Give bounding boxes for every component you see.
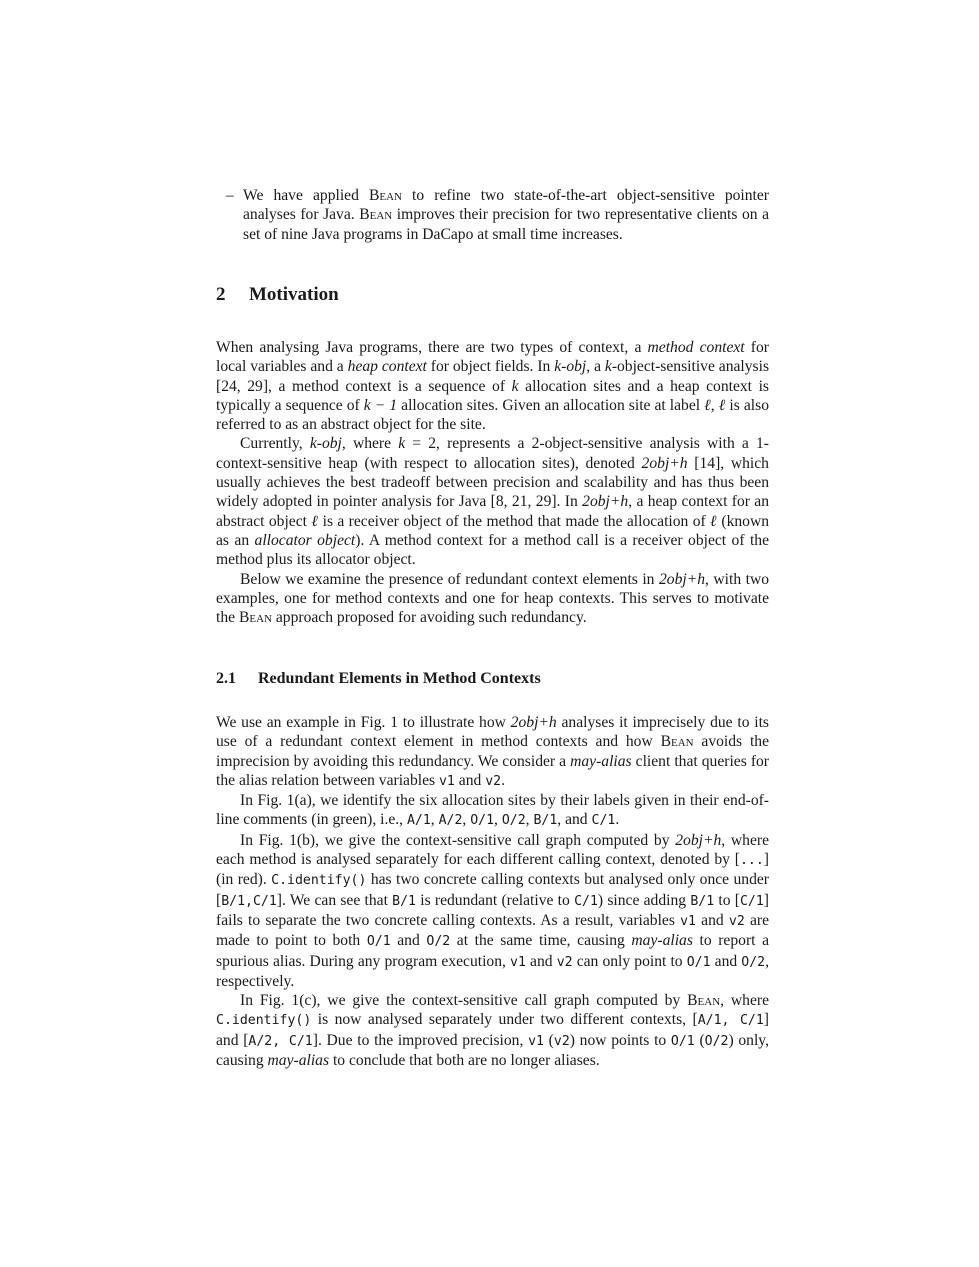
subsection-title: Redundant Elements in Method Contexts <box>258 670 541 687</box>
paragraph: When analysing Java programs, there are two types of context, a method context for local variables and a heap context for object fields. In k-obj, a k-object-sensitive analysis [24, 29], a method context is a sequence of k allocation sites and a heap context is typically a sequence of k − 1 allocation sites. Given an allocation site at label ℓ, ℓ is also referred to as an abstract object for the site. <box>216 339 770 434</box>
paragraph: In Fig. 1(a), we identify the six allocation sites by their labels given in their end-of-line comments (in green), i.e., A/1, A/2, O/1, O/2, B/1, and C/1. <box>216 792 769 829</box>
subsection-body-redundant-elements <box>216 713 769 1070</box>
paragraph: Currently, k-obj, where k = 2, represents a 2-object-sensitive analysis with a 1-context-sensitive heap (with respect to allocation sites), denoted 2obj+h [14], which usually achieves the best tradeoff between precision and scalability and has thus been widely adopted in pointer analysis for Java [8, 21, 29]. In 2obj+h, a heap context for an abstract object ℓ is a receiver object of the method that made the allocation of ℓ (known as an allocator object). A method context for a method call is a receiver object of the method plus its allocator object. <box>216 435 770 569</box>
bullet-marker: – <box>226 187 234 204</box>
section-body-motivation <box>216 338 769 627</box>
paragraph: Below we examine the presence of redundant context elements in 2obj+h, with two examples, one for method contexts and one for heap contexts. This serves to motivate the Bean approach proposed for avoiding such redundancy. <box>216 570 769 627</box>
subsection-heading-redundant-elements <box>216 670 769 688</box>
section-heading-motivation <box>216 284 769 306</box>
paragraph: In Fig. 1(c), we give the context-sensitive call graph computed by Bean, where C.identify() is now analysed separately under two different contexts, [A/1, C/1] and [A/2, C/1]. Due to the improved precision, v1 (v2) now points to O/1 (O/2) only, causing may-alias to conclude that both are no longer aliases. <box>216 992 770 1070</box>
section-number: 2 <box>216 284 226 305</box>
contribution-bullet <box>226 186 769 244</box>
paragraph: We use an example in Fig. 1 to illustrate how 2obj+h analyses it imprecisely due to its use of a redundant context element in method contexts and how Bean avoids the imprecision by avoiding this redundancy. We consider a may-alias client that queries for the alias relation between variables v1 and v2. <box>216 714 769 789</box>
paragraph: In Fig. 1(b), we give the context-sensitive call graph computed by 2obj+h, where each method is analysed separately for each different calling context, denoted by [...] (in red). C.identify() has two concrete calling contexts but analysed only once under [B/1,C/1]. We can see that B/1 is redundant (relative to C/1) since adding B/1 to [C/1] fails to separate the two concrete calling contexts. As a result, variables v1 and v2 are made to point to both O/1 and O/2 at the same time, causing may-alias to report a spurious alias. During any program execution, v1 and v2 can only point to O/1 and O/2, respectively. <box>216 831 770 990</box>
bullet-text: We have applied Bean to refine two state-of-the-art object-sensitive pointer analyses for Java. Bean improves their precision for two representative clients on a set of nine Java programs in DaCapo at small time increases. <box>243 187 770 243</box>
subsection-number: 2.1 <box>216 670 236 687</box>
section-title: Motivation <box>249 284 339 305</box>
